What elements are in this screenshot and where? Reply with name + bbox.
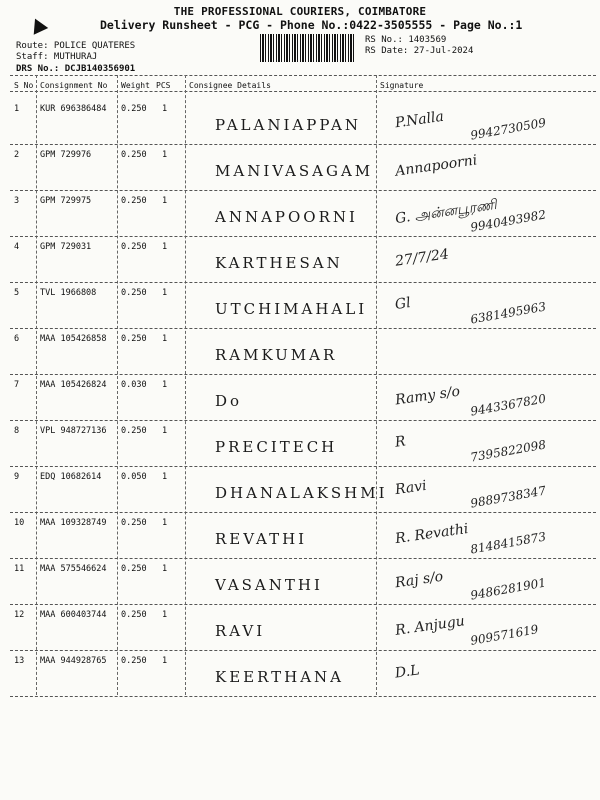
table-top-rule <box>10 75 596 76</box>
row-signature: 27/7/24 <box>394 246 450 270</box>
document-title: THE PROFESSIONAL COURIERS, COIMBATORE <box>173 5 427 18</box>
row-pcs: 1 <box>162 288 168 298</box>
row-sno: 1 <box>14 104 20 114</box>
row-consignee-handwritten: REVATHI <box>215 530 308 548</box>
row-pcs: 1 <box>162 196 168 206</box>
row-signature: Ramy s/o <box>394 383 461 409</box>
row-pcs: 1 <box>162 610 168 620</box>
row-separator <box>10 466 596 467</box>
row-pcs: 1 <box>162 104 168 114</box>
drs-number: DRS No.: DCJB140356901 <box>16 64 136 74</box>
row-signature-note: 9443367820 <box>469 391 547 419</box>
row-sno: 13 <box>14 656 25 666</box>
row-separator <box>10 420 596 421</box>
row-consignment-no: EDQ 10682614 <box>40 472 102 482</box>
row-consignment-no: MAA 109328749 <box>40 518 107 528</box>
row-sno: 2 <box>14 150 20 160</box>
header-bottom-rule <box>10 91 596 92</box>
row-separator <box>10 190 596 191</box>
row-consignee-handwritten: RAMKUMAR <box>215 346 338 364</box>
row-separator <box>10 696 596 697</box>
row-separator <box>10 236 596 237</box>
row-consignment-no: MAA 575546624 <box>40 564 107 574</box>
row-separator <box>10 650 596 651</box>
row-weight: 0.250 <box>121 104 147 114</box>
col-header-pcs: PCS <box>156 81 171 90</box>
row-weight: 0.030 <box>121 380 147 390</box>
row-signature-note: 7395822098 <box>469 437 547 465</box>
row-weight: 0.250 <box>121 518 147 528</box>
row-sno: 12 <box>14 610 25 620</box>
row-separator <box>10 558 596 559</box>
col-header-consignment: Consignment No <box>40 81 108 90</box>
row-pcs: 1 <box>162 334 168 344</box>
col-header-weight: Weight <box>121 81 150 90</box>
row-consignment-no: MAA 944928765 <box>40 656 107 666</box>
row-signature-note: 909571619 <box>469 622 540 648</box>
row-signature: G. அன்னபூரணி <box>394 196 498 228</box>
row-consignment-no: GPM 729031 <box>40 242 92 252</box>
row-consignee-handwritten: PALANIAPPAN <box>215 116 361 134</box>
row-separator <box>10 282 596 283</box>
row-weight: 0.250 <box>121 334 147 344</box>
row-consignee-handwritten: KEERTHANA <box>215 668 345 686</box>
row-consignment-no: TVL 1966808 <box>40 288 97 298</box>
row-consignee-handwritten: PRECITECH <box>215 438 338 456</box>
row-weight: 0.250 <box>121 656 147 666</box>
row-weight: 0.250 <box>121 242 147 252</box>
row-weight: 0.250 <box>121 196 147 206</box>
row-signature: Annapoorni <box>394 152 479 180</box>
row-weight: 0.250 <box>121 150 147 160</box>
row-consignment-no: MAA 105426824 <box>40 380 107 390</box>
row-consignment-no: GPM 729975 <box>40 196 92 206</box>
column-divider <box>376 75 377 695</box>
row-pcs: 1 <box>162 656 168 666</box>
row-consignment-no: MAA 105426858 <box>40 334 107 344</box>
row-signature-note: 6381495963 <box>469 299 547 327</box>
row-pcs: 1 <box>162 518 168 528</box>
row-sno: 7 <box>14 380 20 390</box>
route-label: Route: POLICE QUATERES <box>16 41 136 51</box>
row-pcs: 1 <box>162 472 168 482</box>
row-signature: R. Anjugu <box>394 613 466 639</box>
row-weight: 0.250 <box>121 564 147 574</box>
row-signature-note: 9486281901 <box>469 575 547 603</box>
row-signature-note: 9942730509 <box>469 115 547 143</box>
row-signature: Raj s/o <box>394 568 445 592</box>
col-header-sno: S No <box>14 81 34 90</box>
column-divider <box>36 75 37 695</box>
row-pcs: 1 <box>162 564 168 574</box>
row-weight: 0.050 <box>121 472 147 482</box>
runsheet-subtitle: Delivery Runsheet - PCG - Phone No.:0422-3505555 - Page No.:1 <box>100 18 523 32</box>
row-pcs: 1 <box>162 426 168 436</box>
row-weight: 0.250 <box>121 426 147 436</box>
row-consignee-handwritten: UTCHIMAHALI <box>215 300 368 318</box>
row-consignment-no: GPM 729976 <box>40 150 92 160</box>
row-consignee-handwritten: VASANTHI <box>215 576 323 594</box>
row-consignee-handwritten: ANNAPOORNI <box>215 208 358 226</box>
row-sno: 11 <box>14 564 25 574</box>
staff-label: Staff: MUTHURAJ <box>16 52 98 62</box>
row-separator <box>10 144 596 145</box>
rs-date: RS Date: 27-Jul-2024 <box>365 46 474 56</box>
row-separator <box>10 604 596 605</box>
row-pcs: 1 <box>162 150 168 160</box>
row-sno: 4 <box>14 242 20 252</box>
row-signature-note: 9889738347 <box>469 483 547 511</box>
rs-number: RS No.: 1403569 <box>365 35 447 45</box>
row-sno: 9 <box>14 472 20 482</box>
row-signature: Ravi <box>394 477 428 499</box>
row-signature: R <box>393 433 407 451</box>
row-sno: 3 <box>14 196 20 206</box>
row-sno: 5 <box>14 288 20 298</box>
corner-triangle-mark <box>28 15 48 34</box>
row-signature: D.L <box>394 662 421 682</box>
row-separator <box>10 512 596 513</box>
row-consignment-no: KUR 696386484 <box>40 104 107 114</box>
row-consignee-handwritten: RAVI <box>215 622 266 640</box>
row-consignment-no: VPL 948727136 <box>40 426 107 436</box>
row-signature: P.Nalla <box>394 108 445 132</box>
row-consignee-handwritten: KARTHESAN <box>215 254 343 272</box>
row-consignee-handwritten: Do <box>215 392 243 410</box>
row-pcs: 1 <box>162 242 168 252</box>
row-separator <box>10 328 596 329</box>
row-consignment-no: MAA 600403744 <box>40 610 107 620</box>
row-sno: 6 <box>14 334 20 344</box>
row-sno: 10 <box>14 518 25 528</box>
column-divider <box>185 75 186 695</box>
row-weight: 0.250 <box>121 288 147 298</box>
row-pcs: 1 <box>162 380 168 390</box>
row-consignee-handwritten: MANIVASAGAM <box>215 162 374 180</box>
row-separator <box>10 374 596 375</box>
row-signature-note: 9940493982 <box>469 207 547 235</box>
row-signature: R. Revathi <box>394 520 470 548</box>
col-header-consignee: Consignee Details <box>189 81 271 90</box>
barcode-image <box>260 34 356 62</box>
row-signature-note: 8148415873 <box>469 529 547 557</box>
row-sno: 8 <box>14 426 20 436</box>
row-consignee-handwritten: DHANALAKSHMI <box>215 484 388 502</box>
row-weight: 0.250 <box>121 610 147 620</box>
column-divider <box>117 75 118 695</box>
col-header-signature: Signature <box>380 81 424 90</box>
row-signature: Gl <box>393 294 412 314</box>
